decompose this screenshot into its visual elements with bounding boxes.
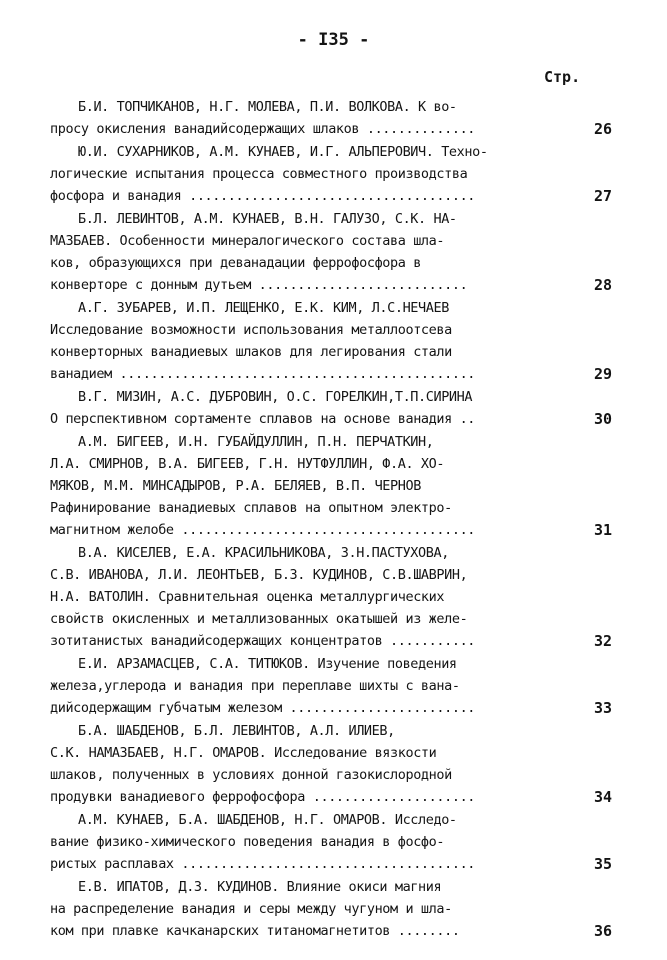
- toc-entry-line: Исследование возможности использования металлоотсева: [50, 322, 452, 338]
- toc-entry-line: В.Г. МИЗИН, А.С. ДУБРОВИН, О.С. ГОРЕЛКИН,Т.П.СИРИНА: [78, 389, 473, 405]
- toc-entry-line: конверторе с донным дутьем ...........................: [50, 277, 468, 293]
- toc-entry-line: Б.И. ТОПЧИКАНОВ, Н.Г. МОЛЕВА, П.И. ВОЛКОВА. К во-: [78, 99, 457, 115]
- toc-entry-line: В.А. КИСЕЛЕВ, Е.А. КРАСИЛЬНИКОВА, З.Н.ПАСТУХОВА,: [78, 545, 449, 561]
- toc-entry-line: фосфора и ванадия .....................................: [50, 188, 476, 204]
- toc-entry-line: О перспективном сортаменте сплавов на основе ванадия ..: [50, 411, 476, 427]
- toc-entry-line: на распределение ванадия и серы между чугуном и шла-: [50, 901, 452, 917]
- toc-entry-line: просу окисления ванадийсодержащих шлаков ..............: [50, 121, 476, 137]
- toc-entry-line: Л.А. СМИРНОВ, В.А. БИГЕЕВ, Г.Н. НУТФУЛЛИН, Ф.А. ХО-: [50, 456, 445, 472]
- toc-page-number: 33: [593, 699, 613, 717]
- page-number: - I35 -: [297, 30, 370, 50]
- toc-page-number: 27: [593, 187, 613, 205]
- toc-entry-line: С.К. НАМАЗБАЕВ, Н.Г. ОМАРОВ. Исследование вязкости: [50, 745, 437, 761]
- toc-page-number: 35: [593, 855, 613, 873]
- toc-entry-line: А.Г. ЗУБАРЕВ, И.П. ЛЕЩЕНКО, Е.К. КИМ, Л.С.НЕЧАЕВ: [78, 300, 449, 316]
- toc-page-number: 31: [593, 521, 613, 539]
- column-header-page: Стр.: [544, 68, 581, 86]
- toc-entry-line: МЯКОВ, М.М. МИНСАДЫРОВ, Р.А. БЕЛЯЕВ, В.П. ЧЕРНОВ: [50, 478, 421, 494]
- toc-entry-line: зотитанистых ванадийсодержащих концентратов ...........: [50, 633, 476, 649]
- toc-entry-line: ристых расплавах ......................................: [50, 856, 476, 872]
- toc-entry-line: конверторных ванадиевых шлаков для легирования стали: [50, 344, 452, 360]
- toc-entry-line: логические испытания процесса совместного производства: [50, 166, 468, 182]
- toc-page-number: 28: [593, 276, 613, 294]
- toc-entry-line: Ю.И. СУХАРНИКОВ, А.М. КУНАЕВ, И.Г. АЛЬПЕРОВИЧ. Техно-: [78, 144, 488, 160]
- toc-entry-line: магнитном желобе ......................................: [50, 522, 476, 538]
- toc-entry-line: Е.В. ИПАТОВ, Д.З. КУДИНОВ. Влияние окиси магния: [78, 879, 442, 895]
- toc-entry-line: продувки ванадиевого феррофосфора .....................: [50, 789, 476, 805]
- toc-page-number: 32: [593, 632, 613, 650]
- toc-entry-line: МАЗБАЕВ. Особенности минералогического состава шла-: [50, 233, 445, 249]
- toc-entry-line: вание физико-химического поведения ванадия в фосфо-: [50, 834, 445, 850]
- toc-entry-line: Б.А. ШАБДЕНОВ, Б.Л. ЛЕВИНТОВ, А.Л. ИЛИЕВ,: [78, 723, 395, 739]
- toc-entry-line: А.М. БИГЕЕВ, И.Н. ГУБАЙДУЛЛИН, П.Н. ПЕРЧАТКИН,: [78, 434, 434, 450]
- toc-entry-line: Рафинирование ванадиевых сплавов на опытном электро-: [50, 500, 452, 516]
- toc-page-number: 34: [593, 788, 613, 806]
- toc-entry-line: ванадием ..............................................: [50, 366, 476, 382]
- toc-entry-line: Б.Л. ЛЕВИНТОВ, А.М. КУНАЕВ, В.Н. ГАЛУЗО, С.К. НА-: [78, 211, 457, 227]
- toc-entry-line: дийсодержащим губчатым железом ........................: [50, 700, 476, 716]
- toc-page-number: 29: [593, 365, 613, 383]
- toc-entry-line: Е.И. АРЗАМАСЦЕВ, С.А. ТИТЮКОВ. Изучение поведения: [78, 656, 457, 672]
- toc-page-number: 26: [593, 120, 613, 138]
- toc-page-number: 30: [593, 410, 613, 428]
- toc-entry-line: Н.А. ВАТОЛИН. Сравнительная оценка металлургических: [50, 589, 445, 605]
- toc-entry-line: ком при плавке качканарских титаномагнетитов ........: [50, 923, 460, 939]
- toc-entry-line: А.М. КУНАЕВ, Б.А. ШАБДЕНОВ, Н.Г. ОМАРОВ. Исследо-: [78, 812, 457, 828]
- toc-entry-line: шлаков, полученных в условиях донной газокислородной: [50, 767, 452, 783]
- toc-entry-line: свойств окисленных и металлизованных окатышей из желе-: [50, 611, 468, 627]
- toc-page-number: 36: [593, 922, 613, 940]
- toc-entry-line: железа,углерода и ванадия при переплаве шихты с вана-: [50, 678, 460, 694]
- toc-entry-line: С.В. ИВАНОВА, Л.И. ЛЕОНТЬЕВ, Б.З. КУДИНОВ, С.В.ШАВРИН,: [50, 567, 468, 583]
- toc-entry-line: ков, образующихся при деванадации феррофосфора в: [50, 255, 421, 271]
